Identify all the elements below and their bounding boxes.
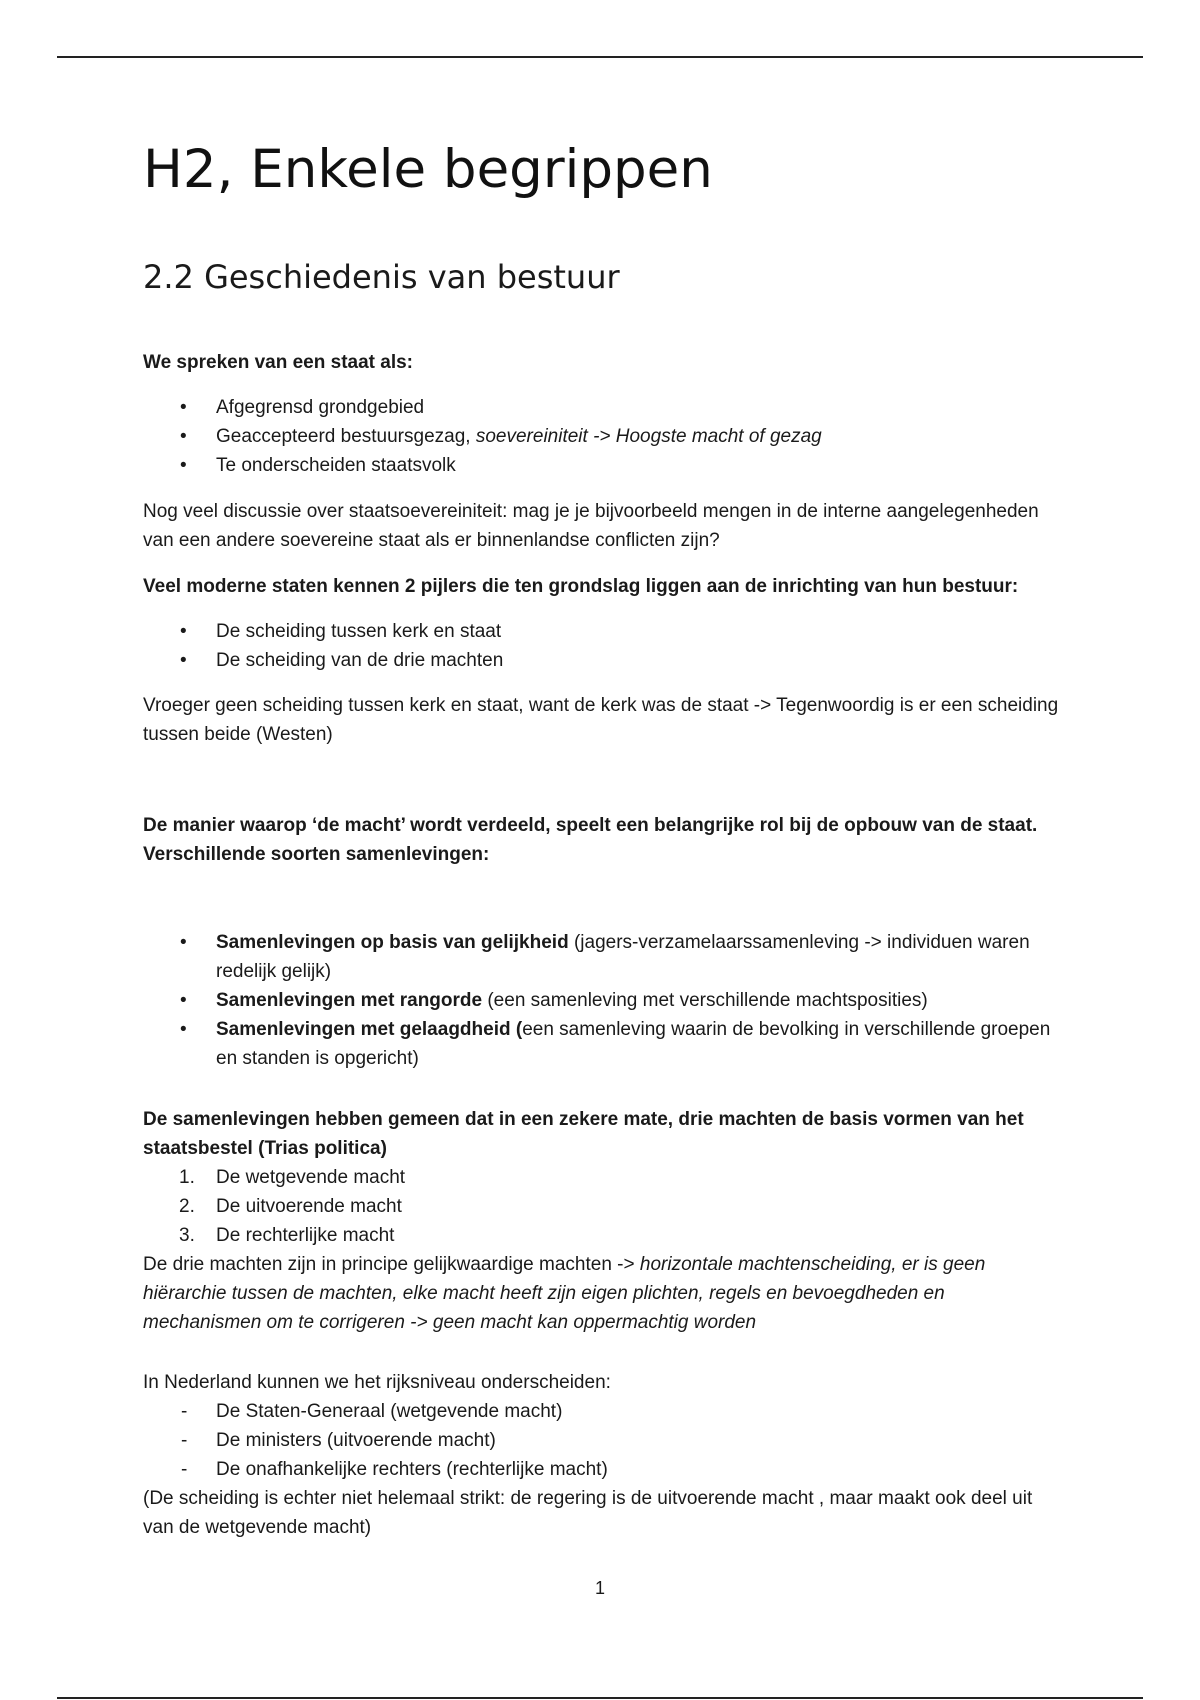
staat-section: [143, 348, 1068, 480]
list-item: - De onafhankelijke rechters (rechterlijke macht): [181, 1459, 608, 1480]
chapter-title: H2, Enkele begrippen: [143, 139, 713, 200]
staat-list: [143, 393, 1068, 480]
bullet-icon: •: [180, 932, 187, 953]
list-item: • Samenlevingen met gelaagdheid (een samenleving waarin de bevolking in verschillende groepen en standen is opgericht): [143, 1015, 1068, 1073]
macht-section: [143, 811, 1068, 869]
trias-explanation: De drie machten zijn in principe gelijkwaardige machten -> horizontale machtenscheiding, er is geen hiërarchie tussen de machten, elke macht heeft zijn eigen plichten, regels en bevoegdheden en mechanismen om te corrigeren -> geen macht kan oppermachtig worden: [143, 1254, 986, 1333]
list-item: 3. De rechterlijke macht: [179, 1225, 395, 1246]
list-item: • De scheiding van de drie machten: [143, 646, 1068, 675]
bullet-icon: •: [180, 455, 187, 476]
list-item: 1. De wetgevende macht: [179, 1167, 406, 1188]
page-number: 1: [594, 1578, 605, 1598]
samenlevingen-list: [143, 928, 1068, 1073]
trias-section: [143, 1105, 1068, 1337]
pijlers-list: [143, 617, 1068, 675]
bullet-icon: •: [180, 621, 187, 642]
list-item: • De scheiding tussen kerk en staat: [143, 617, 1068, 646]
bullet-icon: •: [180, 397, 187, 418]
bullet-icon: •: [180, 990, 187, 1011]
list-item: • Afgegrensd grondgebied: [143, 393, 1068, 422]
list-item: • Te onderscheiden staatsvolk: [143, 451, 1068, 480]
pijlers-section: [143, 572, 1068, 675]
list-item: • Geaccepteerd bestuursgezag, soevereiniteit -> Hoogste macht of gezag: [143, 422, 1068, 451]
header-rule: [57, 56, 1143, 58]
bullet-icon: •: [180, 650, 187, 671]
list-item: - De ministers (uitvoerende macht): [181, 1430, 496, 1451]
vroeger-paragraph: Vroeger geen scheiding tussen kerk en staat, want de kerk was de staat -> Tegenwoordig is er een scheiding tussen beide (Westen): [143, 695, 1059, 745]
list-item: 2. De uitvoerende macht: [179, 1196, 402, 1217]
footer-rule: [57, 1697, 1143, 1699]
nederland-list: [143, 1397, 1068, 1484]
bullet-icon: •: [180, 1019, 187, 1040]
trias-intro: De samenlevingen hebben gemeen dat in een zekere mate, drie machten de basis vormen van het staatsbestel (Trias politica): [143, 1109, 1024, 1159]
staat-intro: We spreken van een staat als:: [143, 352, 413, 373]
nederland-intro: In Nederland kunnen we het rijksniveau onderscheiden:: [143, 1372, 611, 1393]
list-item: • Samenlevingen op basis van gelijkheid (jagers-verzamelaarssamenleving -> individuen waren redelijk gelijk): [143, 928, 1068, 986]
list-item: - De Staten-Generaal (wetgevende macht): [181, 1401, 563, 1422]
macht-line1: De manier waarop ‘de macht’ wordt verdeeld, speelt een belangrijke rol bij de opbouw van de staat.: [143, 815, 1038, 836]
pijlers-intro: Veel moderne staten kennen 2 pijlers die ten grondslag liggen aan de inrichting van hun bestuur:: [143, 576, 1019, 597]
macht-line2: Verschillende soorten samenlevingen:: [143, 844, 490, 865]
nederland-note: (De scheiding is echter niet helemaal strikt: de regering is de uitvoerende macht , maar maakt ook deel uit van de wetgevende macht): [143, 1488, 1033, 1538]
nederland-section: [143, 1368, 1068, 1542]
section-title: 2.2 Geschiedenis van bestuur: [143, 258, 620, 296]
discussie-paragraph: Nog veel discussie over staatsoevereiniteit: mag je je bijvoorbeeld mengen in de interne aangelegenheden van een andere soevereine staat als er binnenlandse conflicten zijn?: [143, 501, 1039, 551]
bullet-icon: •: [180, 426, 187, 447]
list-item: • Samenlevingen met rangorde (een samenleving met verschillende machtsposities): [143, 986, 1068, 1015]
trias-list: [143, 1163, 1068, 1250]
